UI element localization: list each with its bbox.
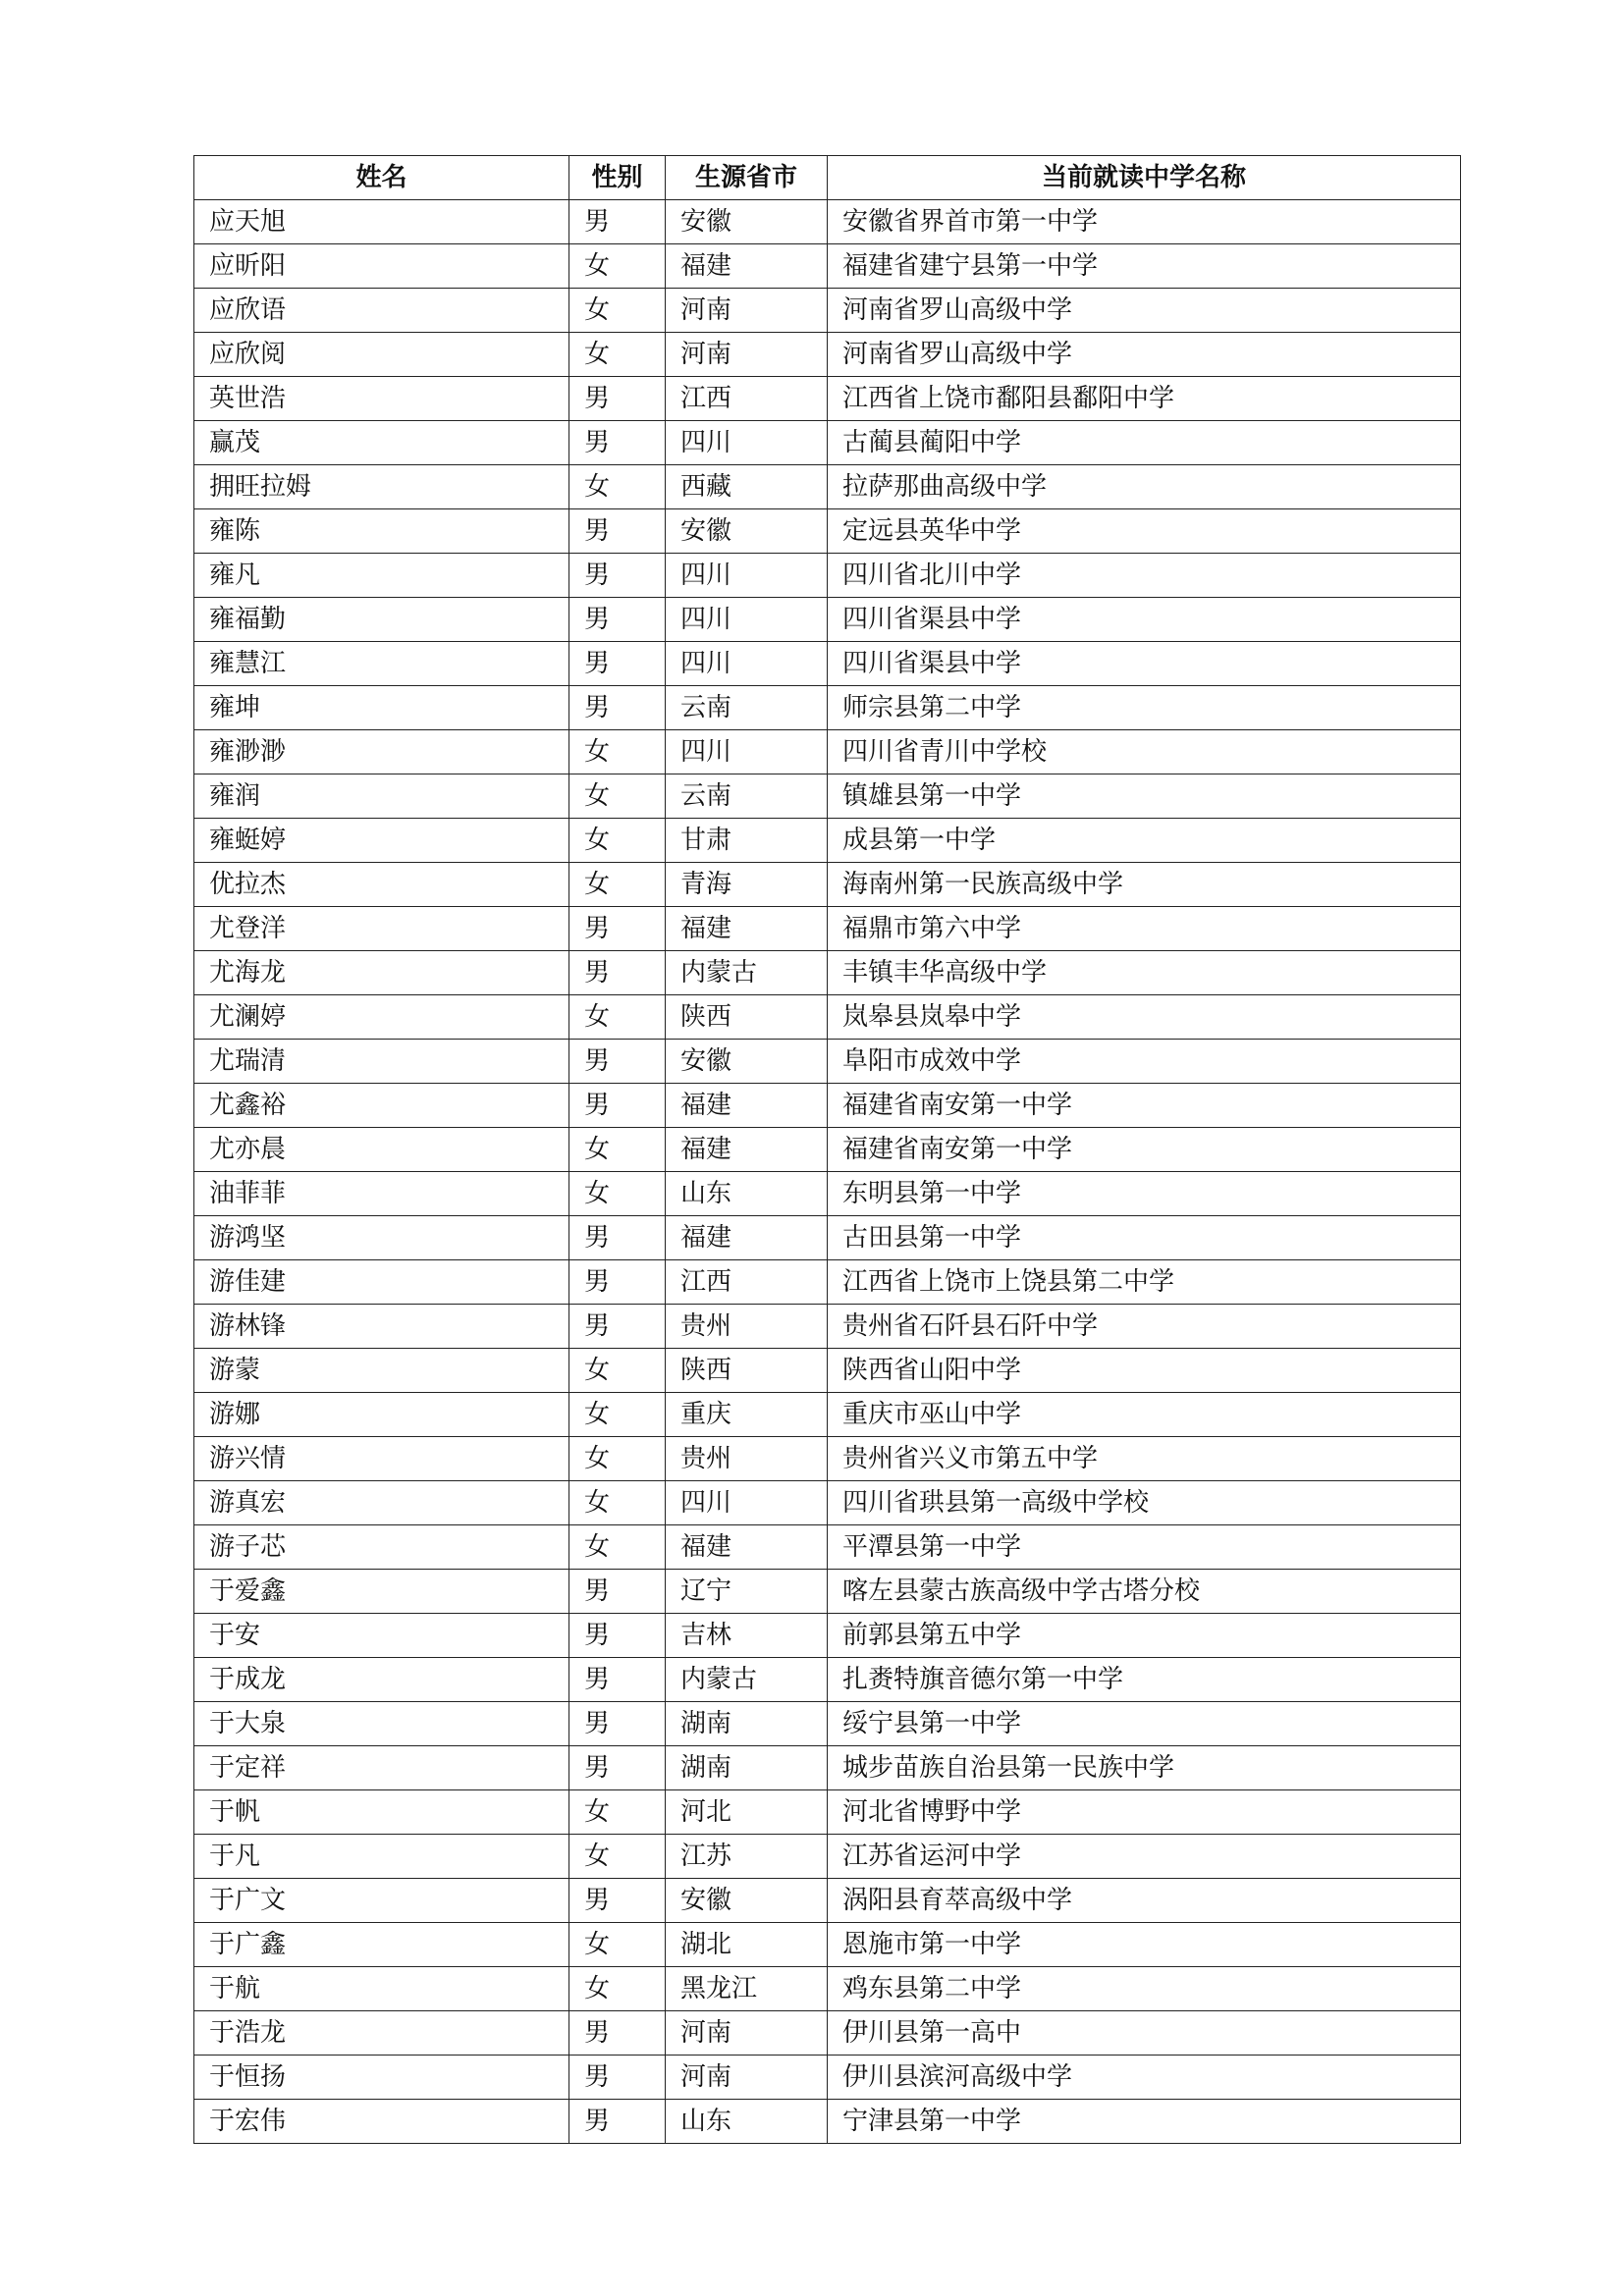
- cell-school: 镇雄县第一中学: [828, 774, 1461, 819]
- table-row: [194, 1393, 1461, 1437]
- table-row: [194, 1879, 1461, 1923]
- cell-name: 于成龙: [194, 1658, 569, 1702]
- cell-name: 于帆: [194, 1790, 569, 1835]
- cell-gender: 女: [569, 1790, 666, 1835]
- cell-province: 安徽: [666, 1879, 828, 1923]
- table-row: [194, 730, 1461, 774]
- cell-school: 定远县英华中学: [828, 509, 1461, 554]
- cell-gender: 男: [569, 686, 666, 730]
- cell-school: 河南省罗山高级中学: [828, 333, 1461, 377]
- cell-name: 于航: [194, 1967, 569, 2011]
- table-row: [194, 2011, 1461, 2056]
- cell-province: 山东: [666, 1172, 828, 1216]
- cell-school: 岚皋县岚皋中学: [828, 995, 1461, 1040]
- header-gender: 性别: [569, 156, 666, 200]
- table-row: [194, 1835, 1461, 1879]
- cell-province: 福建: [666, 1216, 828, 1260]
- cell-name: 拥旺拉姆: [194, 465, 569, 509]
- table-row: [194, 1658, 1461, 1702]
- cell-name: 雍陈: [194, 509, 569, 554]
- table-row: [194, 907, 1461, 951]
- cell-name: 雍福勤: [194, 598, 569, 642]
- cell-province: 贵州: [666, 1437, 828, 1481]
- cell-school: 福鼎市第六中学: [828, 907, 1461, 951]
- cell-province: 吉林: [666, 1614, 828, 1658]
- table-row: [194, 2056, 1461, 2100]
- cell-name: 于凡: [194, 1835, 569, 1879]
- cell-gender: 女: [569, 1835, 666, 1879]
- cell-name: 雍慧江: [194, 642, 569, 686]
- cell-province: 陕西: [666, 1349, 828, 1393]
- cell-name: 于安: [194, 1614, 569, 1658]
- cell-school: 安徽省界首市第一中学: [828, 200, 1461, 244]
- cell-province: 黑龙江: [666, 1967, 828, 2011]
- cell-school: 宁津县第一中学: [828, 2100, 1461, 2144]
- cell-province: 四川: [666, 554, 828, 598]
- table-row: [194, 1128, 1461, 1172]
- cell-school: 前郭县第五中学: [828, 1614, 1461, 1658]
- header-name: 姓名: [194, 156, 569, 200]
- cell-gender: 男: [569, 2056, 666, 2100]
- cell-name: 于广文: [194, 1879, 569, 1923]
- cell-name: 雍渺渺: [194, 730, 569, 774]
- table-body: [194, 200, 1461, 2144]
- table-row: [194, 1216, 1461, 1260]
- cell-province: 重庆: [666, 1393, 828, 1437]
- cell-province: 山东: [666, 2100, 828, 2144]
- cell-province: 福建: [666, 244, 828, 289]
- cell-school: 扎赉特旗音德尔第一中学: [828, 1658, 1461, 1702]
- cell-province: 青海: [666, 863, 828, 907]
- cell-name: 尤鑫裕: [194, 1084, 569, 1128]
- cell-name: 油菲菲: [194, 1172, 569, 1216]
- cell-name: 游佳建: [194, 1260, 569, 1305]
- cell-province: 江苏: [666, 1835, 828, 1879]
- cell-name: 优拉杰: [194, 863, 569, 907]
- cell-province: 湖北: [666, 1923, 828, 1967]
- cell-name: 游鸿坚: [194, 1216, 569, 1260]
- table-row: [194, 1967, 1461, 2011]
- cell-school: 贵州省石阡县石阡中学: [828, 1305, 1461, 1349]
- cell-province: 河南: [666, 289, 828, 333]
- table-header-row: [194, 156, 1461, 200]
- cell-gender: 女: [569, 995, 666, 1040]
- table-row: [194, 200, 1461, 244]
- cell-name: 尤亦晨: [194, 1128, 569, 1172]
- cell-school: 江西省上饶市鄱阳县鄱阳中学: [828, 377, 1461, 421]
- cell-name: 于恒扬: [194, 2056, 569, 2100]
- cell-province: 江西: [666, 377, 828, 421]
- cell-name: 游林锋: [194, 1305, 569, 1349]
- cell-gender: 男: [569, 377, 666, 421]
- cell-school: 四川省渠县中学: [828, 642, 1461, 686]
- cell-gender: 女: [569, 333, 666, 377]
- cell-school: 福建省南安第一中学: [828, 1128, 1461, 1172]
- cell-gender: 女: [569, 1525, 666, 1570]
- cell-school: 鸡东县第二中学: [828, 1967, 1461, 2011]
- table-row: [194, 863, 1461, 907]
- cell-school: 江西省上饶市上饶县第二中学: [828, 1260, 1461, 1305]
- table-row: [194, 1746, 1461, 1790]
- cell-name: 应天旭: [194, 200, 569, 244]
- table-row: [194, 1172, 1461, 1216]
- cell-school: 城步苗族自治县第一民族中学: [828, 1746, 1461, 1790]
- cell-gender: 男: [569, 1879, 666, 1923]
- cell-province: 福建: [666, 1084, 828, 1128]
- cell-name: 尤登洋: [194, 907, 569, 951]
- table-row: [194, 1790, 1461, 1835]
- cell-name: 游真宏: [194, 1481, 569, 1525]
- cell-name: 于爱鑫: [194, 1570, 569, 1614]
- table-row: [194, 1614, 1461, 1658]
- cell-school: 河南省罗山高级中学: [828, 289, 1461, 333]
- cell-name: 于大泉: [194, 1702, 569, 1746]
- cell-gender: 女: [569, 730, 666, 774]
- cell-province: 四川: [666, 421, 828, 465]
- cell-name: 游蒙: [194, 1349, 569, 1393]
- cell-name: 雍坤: [194, 686, 569, 730]
- cell-school: 福建省建宁县第一中学: [828, 244, 1461, 289]
- cell-province: 河南: [666, 2056, 828, 2100]
- table-row: [194, 1570, 1461, 1614]
- table-row: [194, 1084, 1461, 1128]
- cell-name: 尤瑞清: [194, 1040, 569, 1084]
- cell-gender: 女: [569, 1967, 666, 2011]
- cell-gender: 男: [569, 1614, 666, 1658]
- cell-name: 雍润: [194, 774, 569, 819]
- cell-school: 福建省南安第一中学: [828, 1084, 1461, 1128]
- cell-school: 四川省渠县中学: [828, 598, 1461, 642]
- cell-gender: 女: [569, 289, 666, 333]
- cell-name: 英世浩: [194, 377, 569, 421]
- cell-province: 云南: [666, 686, 828, 730]
- cell-province: 福建: [666, 907, 828, 951]
- table-row: [194, 1040, 1461, 1084]
- cell-province: 福建: [666, 1525, 828, 1570]
- table-row: [194, 244, 1461, 289]
- cell-school: 古田县第一中学: [828, 1216, 1461, 1260]
- table-row: [194, 1481, 1461, 1525]
- student-roster-table: [193, 155, 1461, 2144]
- table-row: [194, 1349, 1461, 1393]
- cell-province: 河北: [666, 1790, 828, 1835]
- cell-gender: 男: [569, 2011, 666, 2056]
- cell-province: 河南: [666, 2011, 828, 2056]
- cell-gender: 男: [569, 1216, 666, 1260]
- cell-name: 应欣语: [194, 289, 569, 333]
- cell-gender: 男: [569, 1040, 666, 1084]
- cell-name: 于浩龙: [194, 2011, 569, 2056]
- cell-gender: 女: [569, 1437, 666, 1481]
- table-row: [194, 465, 1461, 509]
- table-row: [194, 1437, 1461, 1481]
- table-row: [194, 598, 1461, 642]
- table-row: [194, 1260, 1461, 1305]
- cell-province: 西藏: [666, 465, 828, 509]
- cell-school: 拉萨那曲高级中学: [828, 465, 1461, 509]
- cell-province: 湖南: [666, 1702, 828, 1746]
- cell-gender: 男: [569, 1260, 666, 1305]
- cell-gender: 男: [569, 554, 666, 598]
- cell-province: 陕西: [666, 995, 828, 1040]
- cell-gender: 男: [569, 421, 666, 465]
- cell-gender: 男: [569, 907, 666, 951]
- cell-name: 游娜: [194, 1393, 569, 1437]
- cell-school: 伊川县滨河高级中学: [828, 2056, 1461, 2100]
- table-row: [194, 333, 1461, 377]
- cell-name: 雍蜓婷: [194, 819, 569, 863]
- cell-gender: 女: [569, 1923, 666, 1967]
- table-row: [194, 509, 1461, 554]
- cell-school: 阜阳市成效中学: [828, 1040, 1461, 1084]
- cell-school: 四川省珙县第一高级中学校: [828, 1481, 1461, 1525]
- cell-school: 涡阳县育萃高级中学: [828, 1879, 1461, 1923]
- cell-province: 四川: [666, 642, 828, 686]
- header-school: 当前就读中学名称: [828, 156, 1461, 200]
- table-row: [194, 1305, 1461, 1349]
- cell-school: 贵州省兴义市第五中学: [828, 1437, 1461, 1481]
- cell-gender: 男: [569, 598, 666, 642]
- cell-province: 内蒙古: [666, 951, 828, 995]
- cell-school: 江苏省运河中学: [828, 1835, 1461, 1879]
- table-row: [194, 774, 1461, 819]
- cell-school: 陕西省山阳中学: [828, 1349, 1461, 1393]
- cell-province: 福建: [666, 1128, 828, 1172]
- cell-gender: 男: [569, 642, 666, 686]
- cell-province: 甘肃: [666, 819, 828, 863]
- cell-gender: 男: [569, 509, 666, 554]
- table-row: [194, 1923, 1461, 1967]
- cell-gender: 女: [569, 1393, 666, 1437]
- cell-school: 古蔺县蔺阳中学: [828, 421, 1461, 465]
- cell-gender: 男: [569, 2100, 666, 2144]
- cell-province: 安徽: [666, 200, 828, 244]
- cell-province: 江西: [666, 1260, 828, 1305]
- cell-province: 四川: [666, 730, 828, 774]
- table-row: [194, 951, 1461, 995]
- cell-gender: 女: [569, 1128, 666, 1172]
- cell-school: 丰镇丰华高级中学: [828, 951, 1461, 995]
- cell-province: 安徽: [666, 1040, 828, 1084]
- cell-gender: 女: [569, 774, 666, 819]
- cell-name: 游子芯: [194, 1525, 569, 1570]
- cell-school: 师宗县第二中学: [828, 686, 1461, 730]
- cell-province: 河南: [666, 333, 828, 377]
- cell-gender: 男: [569, 951, 666, 995]
- cell-school: 四川省北川中学: [828, 554, 1461, 598]
- cell-gender: 男: [569, 1084, 666, 1128]
- cell-province: 内蒙古: [666, 1658, 828, 1702]
- cell-province: 云南: [666, 774, 828, 819]
- cell-name: 于定祥: [194, 1746, 569, 1790]
- cell-name: 尤海龙: [194, 951, 569, 995]
- cell-name: 应欣阅: [194, 333, 569, 377]
- cell-name: 赢茂: [194, 421, 569, 465]
- cell-name: 应昕阳: [194, 244, 569, 289]
- cell-gender: 男: [569, 200, 666, 244]
- cell-province: 湖南: [666, 1746, 828, 1790]
- table-row: [194, 995, 1461, 1040]
- cell-name: 于广鑫: [194, 1923, 569, 1967]
- cell-school: 海南州第一民族高级中学: [828, 863, 1461, 907]
- cell-gender: 男: [569, 1702, 666, 1746]
- cell-name: 雍凡: [194, 554, 569, 598]
- table-row: [194, 1525, 1461, 1570]
- cell-gender: 女: [569, 1481, 666, 1525]
- cell-gender: 男: [569, 1305, 666, 1349]
- cell-gender: 女: [569, 244, 666, 289]
- table-row: [194, 642, 1461, 686]
- cell-province: 安徽: [666, 509, 828, 554]
- header-province: 生源省市: [666, 156, 828, 200]
- cell-gender: 男: [569, 1570, 666, 1614]
- cell-school: 恩施市第一中学: [828, 1923, 1461, 1967]
- cell-gender: 男: [569, 1746, 666, 1790]
- cell-school: 重庆市巫山中学: [828, 1393, 1461, 1437]
- cell-school: 绥宁县第一中学: [828, 1702, 1461, 1746]
- cell-gender: 女: [569, 1349, 666, 1393]
- cell-school: 四川省青川中学校: [828, 730, 1461, 774]
- table-row: [194, 819, 1461, 863]
- table-row: [194, 686, 1461, 730]
- cell-school: 东明县第一中学: [828, 1172, 1461, 1216]
- cell-name: 尤澜婷: [194, 995, 569, 1040]
- cell-gender: 女: [569, 819, 666, 863]
- cell-gender: 女: [569, 1172, 666, 1216]
- cell-province: 贵州: [666, 1305, 828, 1349]
- cell-gender: 女: [569, 863, 666, 907]
- cell-province: 四川: [666, 598, 828, 642]
- table-row: [194, 421, 1461, 465]
- table-row: [194, 289, 1461, 333]
- cell-school: 成县第一中学: [828, 819, 1461, 863]
- cell-school: 喀左县蒙古族高级中学古塔分校: [828, 1570, 1461, 1614]
- table-row: [194, 554, 1461, 598]
- cell-school: 河北省博野中学: [828, 1790, 1461, 1835]
- cell-school: 伊川县第一高中: [828, 2011, 1461, 2056]
- cell-gender: 男: [569, 1658, 666, 1702]
- table-row: [194, 377, 1461, 421]
- cell-name: 游兴情: [194, 1437, 569, 1481]
- cell-school: 平潭县第一中学: [828, 1525, 1461, 1570]
- table-row: [194, 2100, 1461, 2144]
- table-row: [194, 1702, 1461, 1746]
- cell-province: 辽宁: [666, 1570, 828, 1614]
- cell-name: 于宏伟: [194, 2100, 569, 2144]
- cell-gender: 女: [569, 465, 666, 509]
- cell-province: 四川: [666, 1481, 828, 1525]
